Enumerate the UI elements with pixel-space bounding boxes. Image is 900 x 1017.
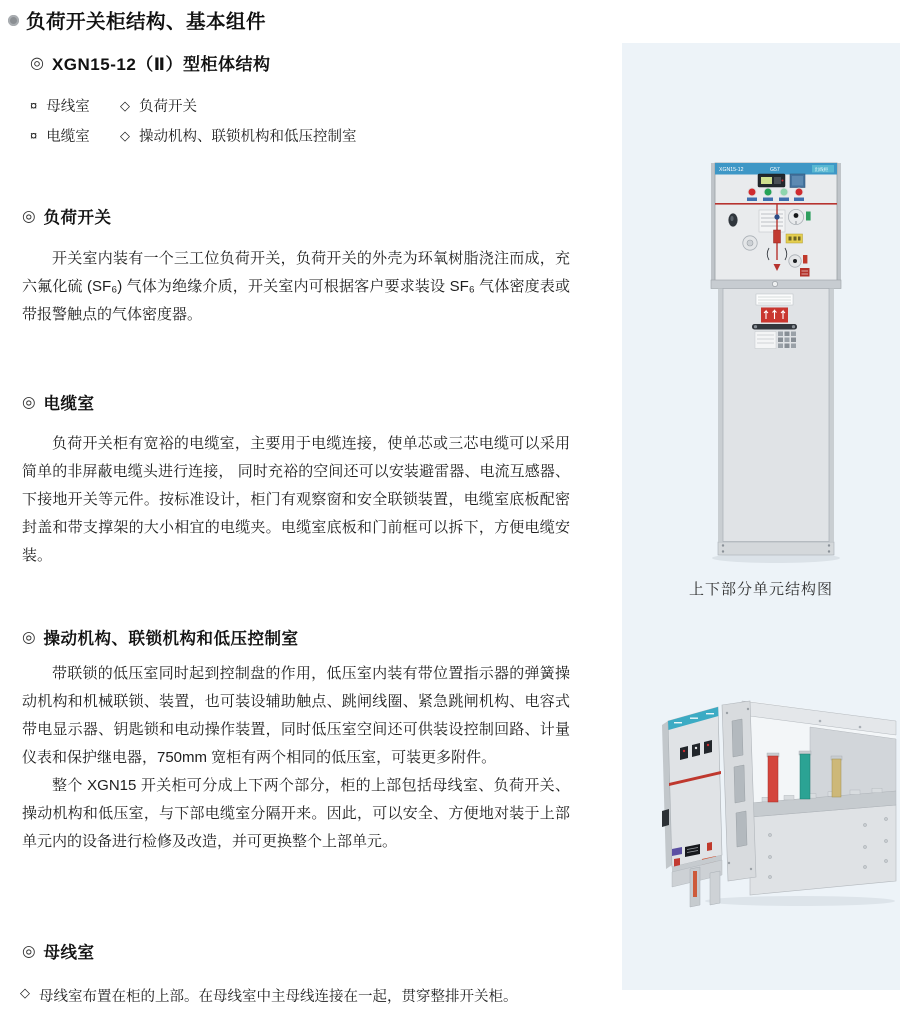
- cabinet-model-text: XGN15-12: [719, 167, 744, 174]
- section-heading-row: [22, 625, 299, 649]
- list-item-label: 母线室: [46, 99, 90, 115]
- section-paragraph: 带联锁的低压室同时起到控制盘的作用，低压室内装有带位置指示器的弹簧操动机构和机械联锁、装置，也可装设辅助触点、跳闸线圈、紧急跳闸机构、电容式带电显示器、钥匙锁和电动操作装置，同时低压室空间还可供装设控制回路、计量仪表和保护继电器，750mm 宽柜有两个相同的低压室，可装更多附件。: [22, 665, 570, 766]
- section-heading: 负荷开关: [43, 209, 112, 227]
- danger-sticker: [761, 308, 788, 323]
- list-item: [30, 125, 120, 146]
- kick-plate: [718, 542, 834, 555]
- list-item: [30, 95, 120, 116]
- door-handle: [752, 324, 797, 330]
- section-paragraph: 整个 XGN15 开关柜可分成上下两个部分，柜的上部包括母线室、负荷开关、操动机构和低压室，与下部电缆室分隔开来。因此，可以安全、方便地对装于上部单元内的设备进行检修及改造，并可更换整个上部单元。: [22, 777, 570, 850]
- frame-illustration: [650, 663, 900, 908]
- busbar-note-row: [20, 985, 518, 1006]
- cabinet-illustration: [706, 160, 846, 564]
- section-heading-row: [22, 939, 95, 963]
- section-heading: 操动机构、联锁机构和低压控制室: [43, 630, 299, 648]
- cabinet-photo-upper-lower: [706, 160, 846, 564]
- front-door-unit: [662, 707, 722, 887]
- list-item-label: 负荷开关: [139, 99, 197, 115]
- busbar-green: [800, 754, 810, 799]
- double-circle-icon: ◎: [30, 54, 44, 72]
- mimic-bus-line: [715, 203, 837, 205]
- section-paragraph: 开关室内装有一个三工位负荷开关，负荷开关的外壳为环氧树脂浇注而成，充六氟化硫 (SF₆) 气体为绝缘介质，开关室内可根据客户要求装设 SF₆ 气体密度表或带报警触点的气体密度器。: [22, 250, 570, 323]
- bullet-icon: [8, 15, 19, 26]
- list-item: [120, 95, 197, 116]
- component-list-row: [30, 125, 357, 146]
- busbar-red: [768, 756, 778, 802]
- subtitle-row: [30, 50, 271, 75]
- cabinet-code-text: G57: [770, 167, 780, 174]
- section-heading: 电缆室: [43, 395, 95, 413]
- section-paragraph: 负荷开关柜有宽裕的电缆室，主要用于电缆连接，使单芯或三芯电缆可以采用简单的非屏蔽电缆头进行连接， 同时充裕的空间还可以安装避雷器、电流互感器、下接地开关等元件。按标准设计，柜门有观察窗和安全联锁装置，电缆室底板配密封盖和带支撑架的大小相宜的电缆夹。电缆室底板和门前框可以拆下，方便电缆安装。: [22, 435, 570, 564]
- list-item-label: 操动机构、联锁机构和低压控制室: [139, 129, 357, 145]
- page-title: 负荷开关柜结构、基本组件: [26, 11, 267, 33]
- upper-unit: [711, 163, 841, 289]
- double-circle-icon: ◎: [22, 628, 36, 646]
- lower-unit: [718, 289, 834, 556]
- section-heading-row: [22, 204, 112, 228]
- list-item-label: 电缆室: [46, 129, 90, 145]
- section-heading-row: [22, 390, 95, 414]
- meter-display: [758, 174, 785, 187]
- door-nameplate: [756, 294, 793, 305]
- base-front-panel: [750, 805, 896, 895]
- cabinet-tag-text: 出线柜: [814, 167, 829, 172]
- double-circle-icon: ◎: [22, 942, 36, 960]
- operation-port: [743, 236, 757, 250]
- door-handle: [662, 809, 669, 827]
- diamond-marker-icon: ◇: [120, 127, 130, 143]
- double-circle-icon: ◎: [22, 393, 36, 411]
- open-frame: [742, 701, 896, 895]
- section-heading: 母线室: [43, 944, 95, 962]
- busbar-note: 母线室布置在柜的上部。在母线室中主母线连接在一起，贯穿整排开关柜。: [39, 989, 518, 1005]
- rating-sticker: [759, 210, 785, 232]
- frame-shadow: [705, 896, 895, 906]
- diamond-marker-icon: ◇: [20, 985, 30, 1000]
- double-circle-icon: ◎: [22, 207, 36, 225]
- square-marker-icon: ¤: [30, 128, 38, 143]
- page-title-row: [8, 6, 266, 34]
- subtitle: XGN15-12（Ⅱ）型柜体结构: [51, 55, 271, 74]
- frame-post: [722, 701, 756, 881]
- component-list-row: [30, 95, 197, 116]
- figure-caption: 上下部分单元结构图: [688, 581, 833, 598]
- diamond-marker-icon: ◇: [120, 97, 130, 113]
- busbar-yellow: [832, 759, 841, 797]
- cabinet-photo-frame-3d: [650, 663, 900, 908]
- square-marker-icon: ¤: [30, 98, 38, 113]
- list-item: [120, 125, 357, 146]
